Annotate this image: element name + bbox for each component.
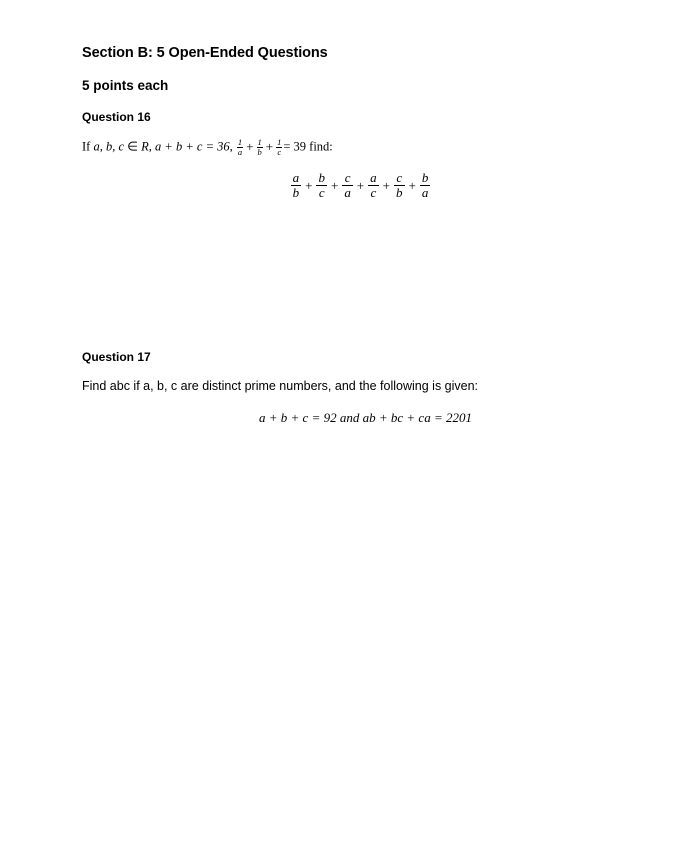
q16-member-symbol: ∈ [124, 139, 142, 154]
q16-display-plus-4: + [382, 177, 391, 193]
q16-display-plus-1: + [305, 177, 313, 193]
question-17-label: Question 17 [82, 350, 151, 365]
q16-term5-numerator: c [396, 169, 403, 185]
q16-term-b-over-a [420, 171, 431, 201]
q16-term6-numerator: b [421, 169, 429, 185]
q16-plus-1: + [246, 139, 254, 155]
q16-plus-2: + [265, 139, 274, 155]
question-16-display-expression [82, 157, 639, 201]
q16-term-c-over-a [342, 171, 353, 201]
q16-term-a-over-b [291, 171, 302, 201]
q16-term-b-over-c [316, 171, 327, 201]
q16-vars: a, b, c [93, 139, 125, 154]
q16-term1-denominator: b [292, 185, 300, 201]
q16-term2-numerator: b [318, 169, 325, 185]
q16-term2-denominator: c [316, 185, 327, 200]
answer-space-question-16 [82, 200, 639, 350]
q16-frac3-numerator: 1 [277, 137, 282, 147]
q16-fraction-1-over-b [257, 138, 263, 157]
question-16-prompt [82, 124, 639, 157]
q16-sum-expression: a + b + c = 36, [151, 139, 233, 154]
q16-display-plus-3: + [356, 177, 365, 193]
q16-display-plus-5: + [408, 177, 416, 193]
q16-display-plus-2: + [330, 177, 339, 193]
q16-term3-denominator: a [344, 185, 351, 201]
q16-term4-numerator: a [370, 169, 377, 185]
q16-lead-text: If [82, 139, 94, 154]
q16-frac2-numerator: 1 [257, 137, 262, 147]
q16-set: R, [141, 139, 152, 154]
q16-frac3-denominator: c [277, 146, 282, 157]
q16-term3-numerator: c [344, 169, 351, 185]
question-17-block [82, 350, 639, 426]
q16-frac1-numerator: 1 [237, 137, 243, 147]
q16-term1-numerator: a [292, 169, 300, 185]
q16-fraction-1-over-a [237, 138, 243, 157]
q16-term5-denominator: b [396, 185, 403, 201]
question-16-label: Question 16 [82, 110, 151, 124]
q16-term-a-over-c [368, 171, 379, 201]
points-note: 5 points each [82, 78, 169, 93]
q16-fraction-1-over-c [276, 138, 282, 157]
q16-equals-value: = 39 [283, 139, 307, 154]
question-17-display-equation: a + b + c = 92 and ab + bc + ca = 2201 [259, 410, 472, 426]
question-17-prompt: Find abc if a, b, c are distinct prime numbers, and the following is given: [82, 379, 479, 394]
q16-term6-denominator: a [421, 185, 429, 201]
q16-term4-denominator: c [368, 185, 379, 200]
q16-frac2-denominator: b [257, 146, 262, 157]
q16-frac1-denominator: a [237, 146, 243, 157]
section-heading: Section B: 5 Open-Ended Questions [82, 45, 328, 61]
q16-tail-text: find: [309, 139, 333, 154]
q16-term-c-over-b [394, 171, 405, 201]
